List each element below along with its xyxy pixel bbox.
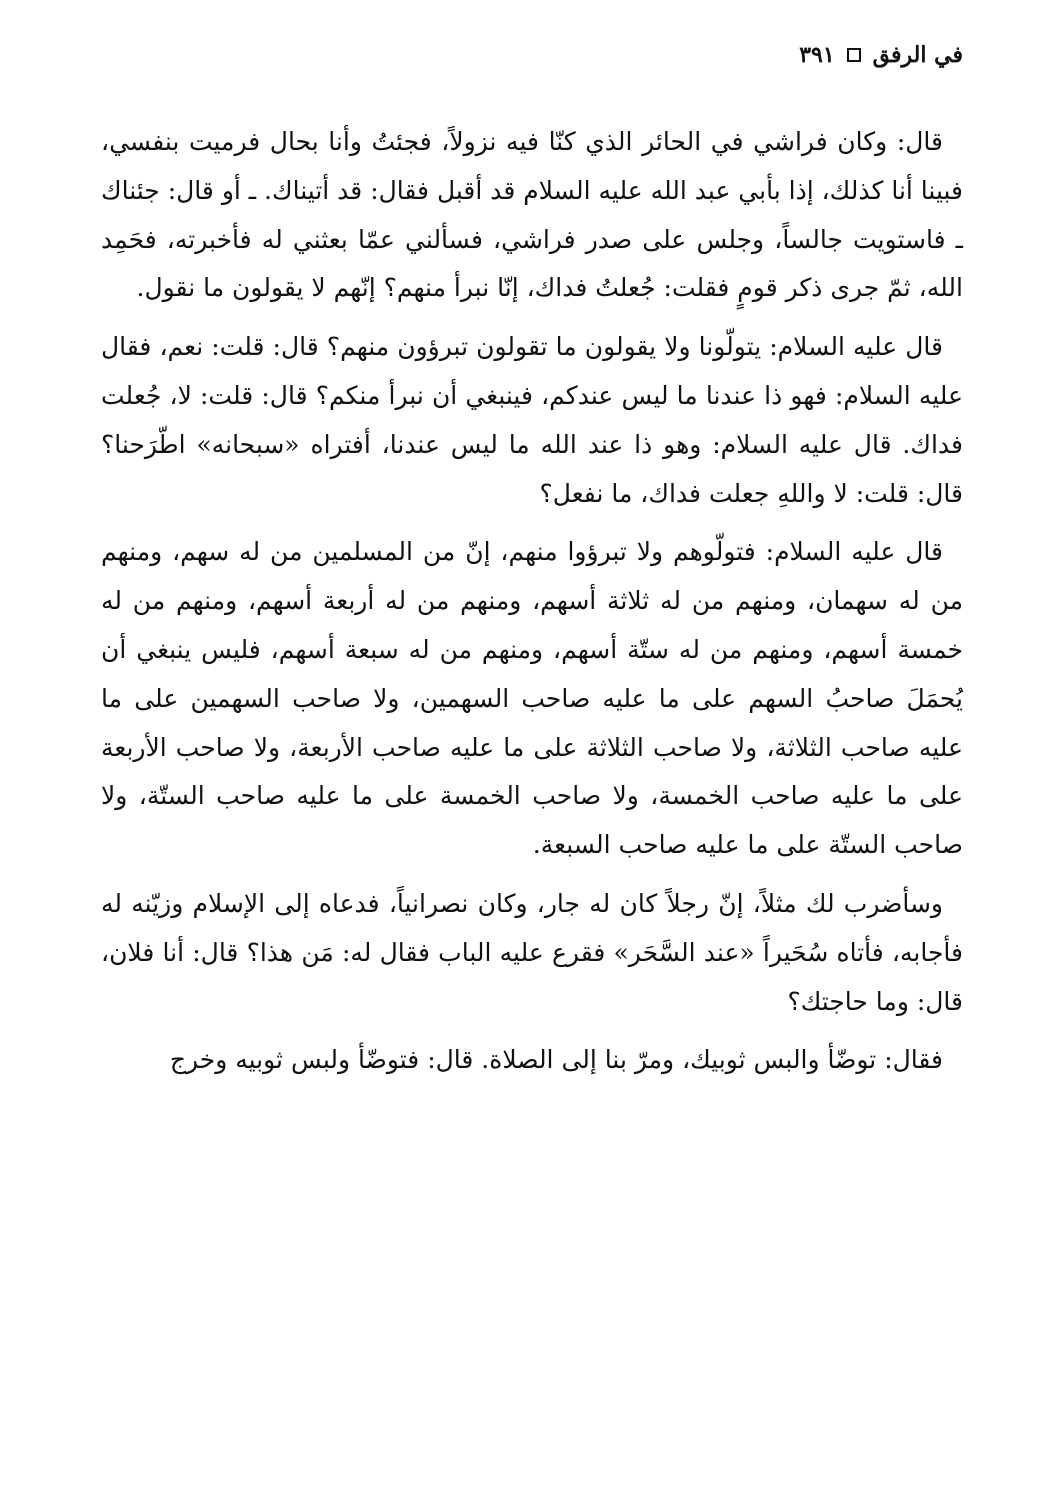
- header-title: في الرفق: [872, 42, 963, 68]
- running-header: [799, 42, 963, 68]
- square-ornament-icon: [847, 48, 861, 62]
- page-number: ٣٩١: [799, 42, 835, 68]
- paragraph: وسأضرب لك مثلاً، إنّ رجلاً كان له جار، وكان نصرانياً، فدعاه إلى الإسلام وزيّنه له فأجابه، فأتاه سُحَيراً «عند السَّحَر» فقرع عليه الباب فقال له: مَن هذا؟ قال: أنا فلان، قال: وما حاجتك؟: [101, 888, 963, 1016]
- paragraph: قال: وكان فراشي في الحائر الذي كنّا فيه نزولاً، فجئتُ وأنا بحال فرميت بنفسي، فبينا أنا كذلك، إذا بأبي عبد الله عليه السلام قد أقبل فقال: قد أتيناك. ـ أو قال: جئناك ـ فاستويت جالساً، وجلس على صدر فراشي، فسألني عمّا بعثني له فأخبرته، فحَمِد الله، ثمّ جرى ذكر قومٍ فقلت: جُعلتُ فداك، إنّا نبرأ منهم؟ إنّهم لا يقولون ما نقول.: [101, 127, 963, 303]
- paragraph: فقال: توضّأ والبس ثوبيك، ومرّ بنا إلى الصلاة. قال: فتوضّأ ولبس ثوبيه وخرج: [169, 1045, 943, 1075]
- paragraph: قال عليه السلام: فتولّوهم ولا تبرؤوا منهم، إنّ من المسلمين من له سهم، ومنهم من له سهمان، ومنهم من له ثلاثة أسهم، ومنهم من له أربعة أسهم، ومنهم من له خمسة أسهم، ومنهم من له ستّة أسهم، ومنهم من له سبعة أسهم، فليس ينبغي أن يُحمَلَ صاحبُ السهم على ما عليه صاحب السهمين، ولا صاحب السهمين على ما عليه صاحب الثلاثة، ولا صاحب الثلاثة على ما عليه صاحب الأربعة، ولا صاحب الأربعة على ما عليه صاحب الخمسة، ولا صاحب الخمسة على ما عليه صاحب الستّة، ولا صاحب الستّة على ما عليه صاحب السبعة.: [101, 537, 963, 860]
- body-text: [101, 118, 963, 1085]
- paragraph: قال عليه السلام: يتولّونا ولا يقولون ما تقولون تبرؤون منهم؟ قال: قلت: نعم، فقال عليه السلام: فهو ذا عندنا ما ليس عندكم، فينبغي أن نبرأ منكم؟ قال: قلت: لا، جُعلت فداك. قال عليه السلام: وهو ذا عند الله ما ليس عندنا، أفتراه «سبحانه» اطّرَحنا؟ قال: قلت: لا واللهِ جعلت فداك، ما نفعل؟: [101, 332, 963, 508]
